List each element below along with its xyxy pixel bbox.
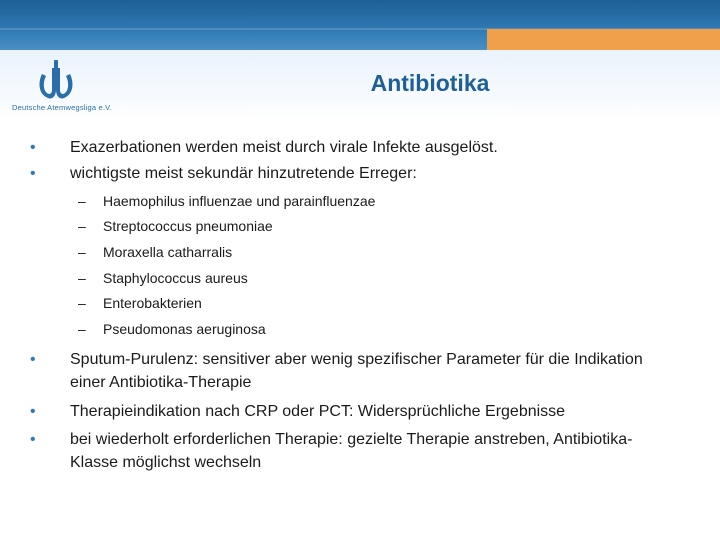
bullet-symbol: • <box>30 431 36 448</box>
bullet-item <box>30 400 670 423</box>
sub-item <box>78 319 638 339</box>
bullet-item <box>30 136 670 159</box>
logo-text: Deutsche Atemwegsliga e.V. <box>12 103 112 112</box>
bullet-item <box>30 428 670 474</box>
bullet-text: Sputum-Purulenz: sensitiver aber wenig spezifischer Parameter für die Indikation einer Antibiotika-Therapie <box>70 351 643 391</box>
bullet-text: bei wiederholt erforderlichen Therapie: gezielte Therapie anstreben, Antibiotika-Klasse möglichst wechseln <box>70 431 633 471</box>
sub-item-text: Moraxella catharralis <box>103 244 233 260</box>
bullet-text: Therapieindikation nach CRP oder PCT: Widersprüchliche Ergebnisse <box>70 403 566 420</box>
sub-item <box>78 268 638 288</box>
bullet-symbol: • <box>30 139 36 156</box>
bullet-item <box>30 348 670 394</box>
bullet-item <box>30 162 670 185</box>
sub-item <box>78 242 638 262</box>
bullet-symbol: • <box>30 403 36 420</box>
sub-item <box>78 191 638 211</box>
dash-symbol: – <box>78 244 86 260</box>
dash-symbol: – <box>78 193 86 209</box>
sub-item-text: Pseudomonas aeruginosa <box>103 321 266 337</box>
bullet-symbol: • <box>30 165 36 182</box>
sub-item-text: Staphylococcus aureus <box>103 270 248 286</box>
dash-symbol: – <box>78 218 86 234</box>
bullet-text: wichtigste meist sekundär hinzutretende Erreger: <box>70 165 417 182</box>
sub-item-text: Haemophilus influenzae und parainfluenzae <box>103 193 376 209</box>
dash-symbol: – <box>78 270 86 286</box>
sub-item-text: Enterobakterien <box>103 295 202 311</box>
dash-symbol: – <box>78 295 86 311</box>
accent-bar <box>487 29 720 50</box>
sub-item <box>78 293 638 313</box>
bullet-symbol: • <box>30 351 36 368</box>
slide-title: Antibiotika <box>370 70 490 96</box>
sub-item-text: Streptococcus pneumoniae <box>103 218 273 234</box>
sub-item <box>78 216 638 236</box>
dash-symbol: – <box>78 321 86 337</box>
bullet-text: Exazerbationen werden meist durch virale Infekte ausgelöst. <box>70 139 498 156</box>
